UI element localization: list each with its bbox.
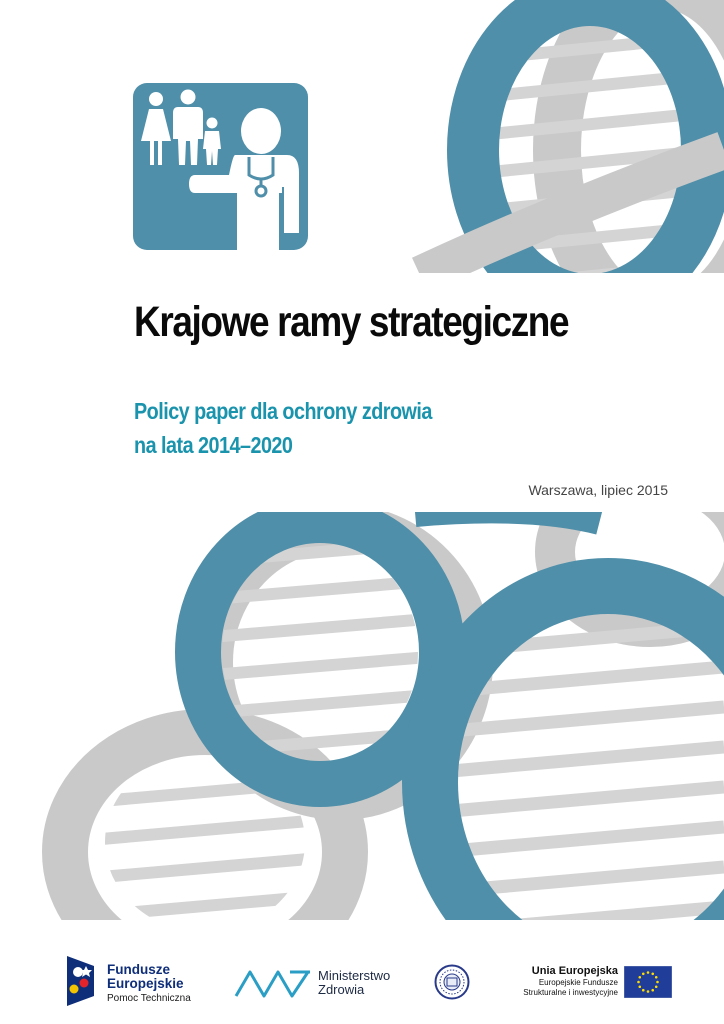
ministerstwo-line-2: Zdrowia <box>318 982 365 997</box>
place-date: Warszawa, lipiec 2015 <box>528 482 668 498</box>
unia-line-3: Strukturalne i inwestycyjne <box>523 988 618 997</box>
fundusze-line-1: Fundusze <box>107 962 170 977</box>
unia-line-1: Unia Europejska <box>531 965 618 977</box>
fundusze-line-3: Pomoc Techniczna <box>107 993 191 1004</box>
fundusze-flag-icon <box>64 952 104 1010</box>
unia-line-2: Europejskie Fundusze <box>538 978 618 987</box>
dna-decoration-top <box>0 0 724 275</box>
family-doctor-icon <box>133 83 308 250</box>
unia-europejska-logo <box>510 963 674 1003</box>
fundusze-europejskie-logo <box>64 952 214 1010</box>
ministerstwo-mark-icon <box>234 964 314 1004</box>
emblem-seal-icon <box>434 964 470 1000</box>
fundusze-line-2: Europejskie <box>107 976 184 991</box>
subtitle-line-2: na lata 2014–2020 <box>134 432 293 458</box>
ministerstwo-line-1: Ministerstwo <box>318 968 391 983</box>
dna-decoration-bottom <box>0 512 724 922</box>
footer-logos <box>0 940 724 1024</box>
ministerstwo-zdrowia-logo <box>234 964 404 1004</box>
document-subtitle <box>134 394 432 462</box>
subtitle-line-1: Policy paper dla ochrony zdrowia <box>134 398 432 424</box>
eu-flag-icon <box>624 966 672 998</box>
document-title: Krajowe ramy strategiczne <box>134 298 569 346</box>
